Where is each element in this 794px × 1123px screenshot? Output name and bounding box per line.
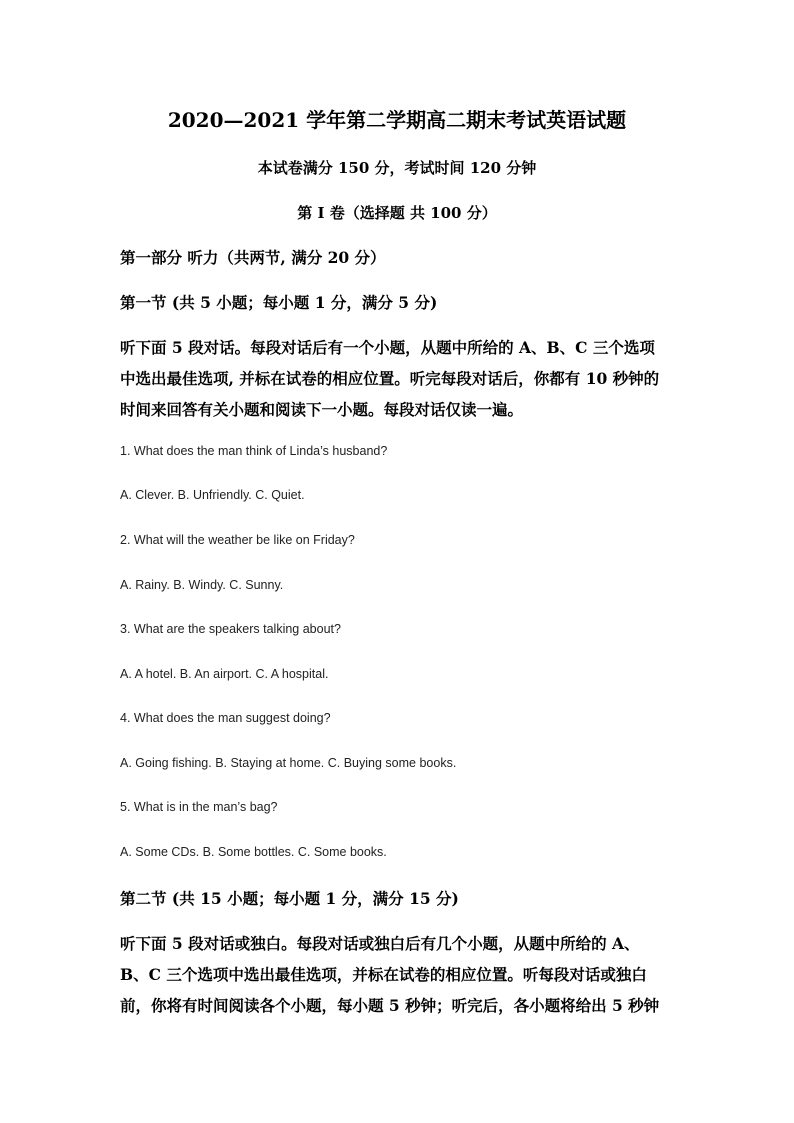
exam-subtitle: 本试卷满分 150 分，考试时间 120 分钟 [257,159,537,177]
exam-title: 2020—2021 学年第二学期高二期末考试英语试题 [167,108,627,132]
section1-instruction-line: 听下面 5 段对话。每段对话后有一个小题，从题中所给的 A、B、C 三个选项 [120,338,655,357]
question-4: 4. What does the man suggest doing? [120,711,331,725]
question-5: 5. What is in the man’s bag? [120,800,278,814]
question-2-options: A. Rainy. B. Windy. C. Sunny. [120,578,284,592]
volume-heading: 第 I 卷（选择题 共 100 分） [297,204,497,222]
section2-heading: 第二节 (共 15 小题；每小题 1 分，满分 15 分) [120,889,459,908]
section1-instruction-line: 时间来回答有关小题和阅读下一小题。每段对话仅读一遍。 [120,400,524,419]
section2-instruction-line: 听下面 5 段对话或独白。每段对话或独白后有几个小题，从题中所给的 A、 [120,934,640,953]
question-5-options: A. Some CDs. B. Some bottles. C. Some books. [120,845,387,859]
section1-heading: 第一节 (共 5 小题；每小题 1 分，满分 5 分) [120,293,438,312]
question-3-options: A. A hotel. B. An airport. C. A hospital. [120,667,329,681]
section2-instruction-line: B、C 三个选项中选出最佳选项，并标在试卷的相应位置。听每段对话或独白 [120,965,647,984]
section2-instruction-line: 前，你将有时间阅读各个小题，每小题 5 秒钟；听完后，各小题将给出 5 秒钟 [120,996,660,1015]
question-2: 2. What will the weather be like on Friday? [120,533,355,547]
question-1-options: A. Clever. B. Unfriendly. C. Quiet. [120,488,305,502]
section1-instruction-line: 中选出最佳选项, 并标在试卷的相应位置。听完每段对话后，你都有 10 秒钟的 [120,369,660,388]
question-4-options: A. Going fishing. B. Staying at home. C. Buying some books. [120,756,457,770]
question-3: 3. What are the speakers talking about? [120,622,341,636]
question-1: 1. What does the man think of Linda’s husband? [120,444,388,458]
part1-heading: 第一部分 听力（共两节, 满分 20 分） [120,248,386,267]
